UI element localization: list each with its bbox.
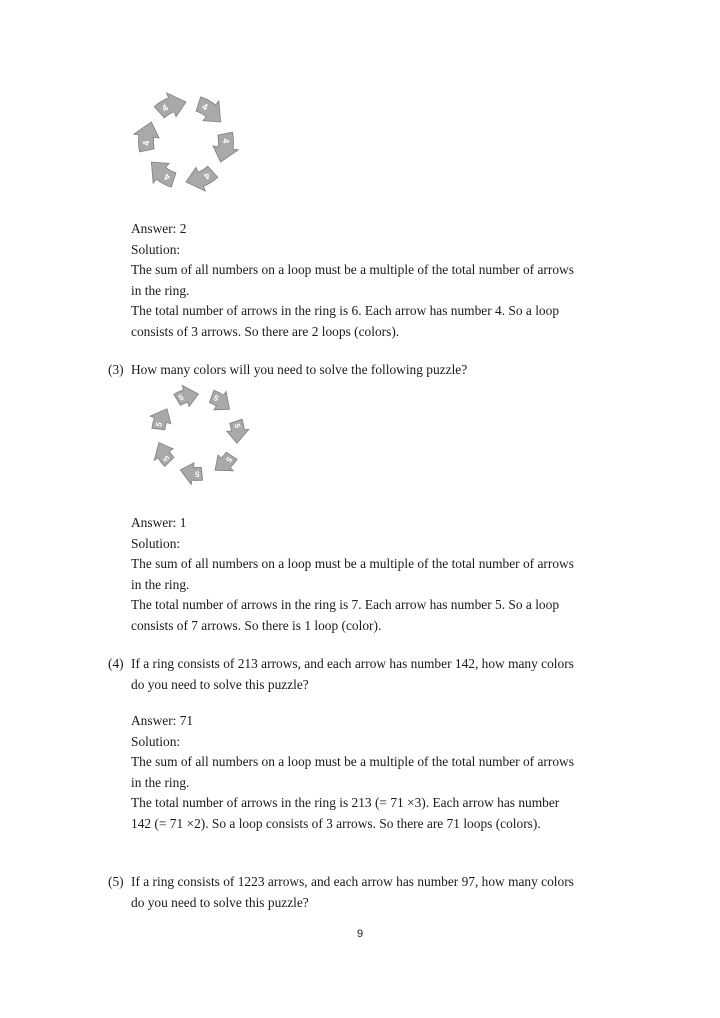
arrow-number-label: 4 xyxy=(200,101,210,113)
solution-line: in the ring. xyxy=(131,282,190,298)
arrow-ring-diagram-1 xyxy=(125,88,255,200)
curved-arrow xyxy=(213,132,238,162)
arrow-number-label: 5 xyxy=(154,421,165,428)
question-text: If a ring consists of 1223 arrows, and each arrow has number 97, how many colors xyxy=(131,874,574,889)
question-4 xyxy=(108,654,648,695)
arrow-number-label: 4 xyxy=(202,170,212,182)
arrow-number-label: 5 xyxy=(177,392,186,403)
question-text: How many colors will you need to solve the following puzzle? xyxy=(131,362,468,377)
solution-line: The sum of all numbers on a loop must be a multiple of the total number of arrows xyxy=(131,556,574,572)
arrow-number-label: 4 xyxy=(162,171,172,183)
arrow-number-label: 5 xyxy=(211,393,220,404)
curved-arrow xyxy=(134,122,159,152)
solution-line: The total number of arrows in the ring is 6. Each arrow has number 4. So a loop xyxy=(131,303,560,319)
arrow-number-label: 4 xyxy=(140,140,152,146)
page-number: 9 xyxy=(356,928,364,940)
answer-line: Answer: 1 xyxy=(131,515,187,530)
solution-line: The total number of arrows in the ring is 7. Each arrow has number 5. So a loop xyxy=(131,597,560,613)
solution-line: consists of 7 arrows. So there is 1 loop (color). xyxy=(131,617,382,633)
arrow-number-label: 5 xyxy=(161,453,172,463)
answer-block-1 xyxy=(131,219,631,343)
arrow-number-label: 5 xyxy=(232,422,243,429)
solution-line: in the ring. xyxy=(131,576,190,592)
solution-line: 142 (= 71 ×2). So a loop consists of 3 arrows. So there are 71 loops (colors). xyxy=(131,815,541,831)
answer-block-3 xyxy=(131,711,631,835)
arrow-number-label: 4 xyxy=(220,138,232,144)
answer-line: Answer: 71 xyxy=(131,713,194,728)
arrow-ring-diagram-2 xyxy=(140,378,260,490)
answer-block-2 xyxy=(131,513,631,637)
question-text: If a ring consists of 213 arrows, and each arrow has number 142, how many colors xyxy=(131,656,574,671)
solution-line: The total number of arrows in the ring is 213 (= 71 ×3). Each arrow has number xyxy=(131,795,560,811)
question-text: do you need to solve this puzzle? xyxy=(131,676,309,692)
arrow-number-label: 4 xyxy=(160,102,170,114)
solution-line: The sum of all numbers on a loop must be a multiple of the total number of arrows xyxy=(131,262,574,278)
solution-heading: Solution: xyxy=(131,241,181,257)
arrow-number-label: 5 xyxy=(195,469,200,479)
question-number: (3) xyxy=(108,362,124,377)
solution-heading: Solution: xyxy=(131,733,181,749)
solution-line: in the ring. xyxy=(131,774,190,790)
question-text: do you need to solve this puzzle? xyxy=(131,894,309,910)
solution-line: consists of 3 arrows. So there are 2 loops (colors). xyxy=(131,323,400,339)
question-number: (4) xyxy=(108,656,124,671)
curved-arrow xyxy=(154,93,186,118)
curved-arrow xyxy=(186,166,218,191)
question-5 xyxy=(108,872,648,913)
solution-heading: Solution: xyxy=(131,535,181,551)
arrow-number-label: 5 xyxy=(223,454,234,465)
solution-line: The sum of all numbers on a loop must be a multiple of the total number of arrows xyxy=(131,754,574,770)
answer-line: Answer: 2 xyxy=(131,221,187,236)
question-number: (5) xyxy=(108,874,124,889)
